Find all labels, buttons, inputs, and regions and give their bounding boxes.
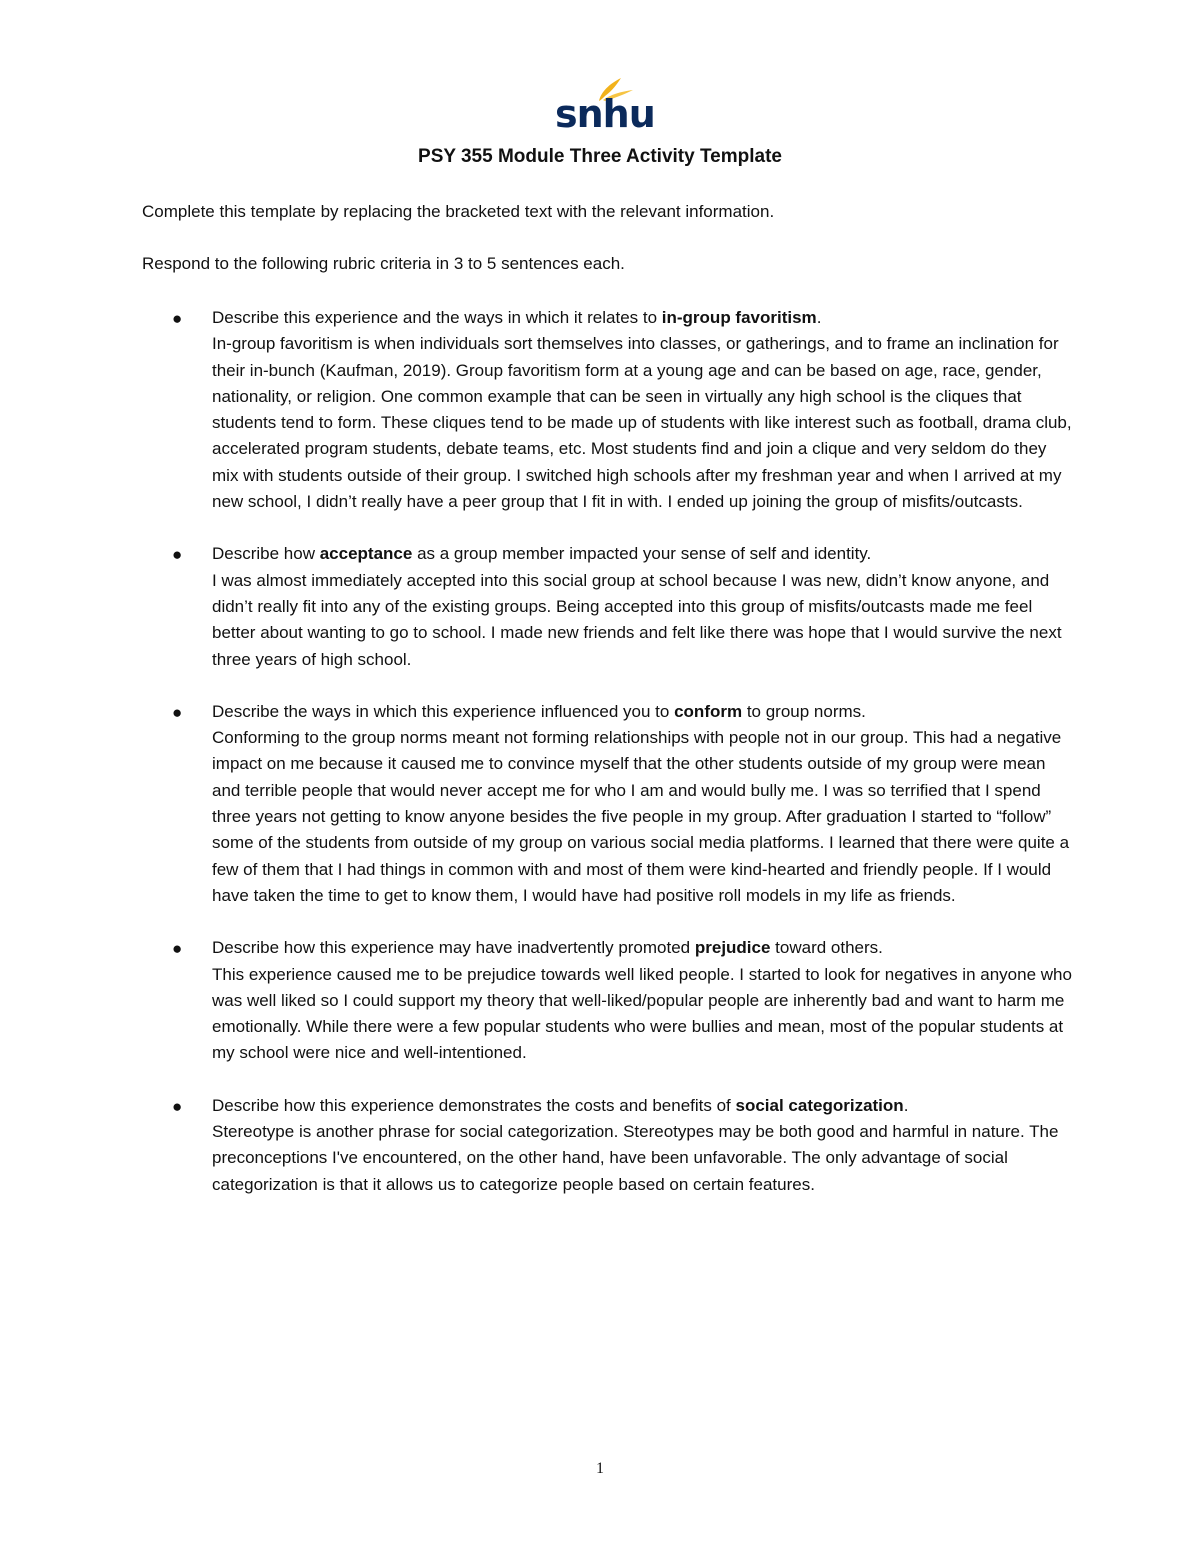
criterion-prompt: Describe how this experience may have inadvertently promoted prejudice toward others. <box>212 938 883 958</box>
page-number: 1 <box>596 1460 604 1477</box>
bullet-icon: ● <box>172 702 183 722</box>
rubric-criteria-list <box>142 305 1072 1224</box>
criterion-answer: This experience caused me to be prejudice towards well liked people. I started to look for negatives in anyone who was well liked so I could support my theory that well-liked/popular people are inherently bad and want to harm me emotionally. While there were a few popular students who were bullies and mean, most of the popular students at my school were nice and well-intentioned. <box>212 964 1072 1063</box>
criterion-prompt: Describe how this experience demonstrates the costs and benefits of social categorization. <box>212 1095 909 1115</box>
criterion-answer: Stereotype is another phrase for social categorization. Stereotypes may be both good and harmful in nature. The preconceptions I've encountered, on the other hand, have been unfavorable. The only advantage of social categorization is that it allows us to categorize people based on certain features. <box>212 1122 1059 1194</box>
snhu-logo <box>555 74 655 136</box>
logo-wordmark: snhu <box>555 92 655 136</box>
instruction-line-2: Respond to the following rubric criteria in 3 to 5 sentences each. <box>142 254 625 273</box>
instruction-line-1: Complete this template by replacing the bracketed text with the relevant information. <box>142 202 775 221</box>
criterion-answer: Conforming to the group norms meant not forming relationships with people not in our group. This had a negative impact on me because it caused me to convince myself that the other students outside of my group were mean and terrible people that would never accept me for who I am and would bully me. I was so terrified that I spend three years not getting to know anyone besides the five people in my group. After graduation I started to “follow” some of the students from outside of my group on various social media platforms. I learned that there were quite a few of them that I had things in common with and most of them were kind-hearted and friendly people. If I would have taken the time to get to know them, I would have had positive roll models in my life as friends. <box>212 728 1070 905</box>
criterion-prompt: Describe how acceptance as a group member impacted your sense of self and identity. <box>212 544 872 564</box>
criterion-prompt: Describe the ways in which this experience influenced you to conform to group norms. <box>212 701 866 721</box>
criterion-prejudice <box>142 935 1072 1066</box>
criterion-answer: In-group favoritism is when individuals sort themselves into classes, or gatherings, and to frame an inclination for their in-bunch (Kaufman, 2019). Group favoritism form at a young age and can be based on age, race, gender, nationality, or religion. One common example that can be seen in virtually any high school is the cliques that students tend to form. These cliques tend to be made up of students with like interest such as football, drama club, accelerated program students, debate teams, etc. Most students find and join a clique and very seldom do they mix with students outside of their group. I switched high schools after my freshman year and when I arrived at my new school, I didn’t really have a peer group that I fit in with. I ended up joining the group of misfits/outcasts. <box>212 334 1072 512</box>
criterion-acceptance <box>142 541 1072 672</box>
bullet-icon: ● <box>172 1096 183 1116</box>
criterion-prompt: Describe this experience and the ways in which it relates to in-group favoritism. <box>212 308 822 327</box>
bullet-icon: ● <box>172 939 183 959</box>
criterion-in-group-favoritism <box>142 305 1072 515</box>
document-title: PSY 355 Module Three Activity Template <box>418 146 782 167</box>
criterion-conform <box>142 699 1072 909</box>
bullet-icon: ● <box>172 309 183 328</box>
criterion-social-categorization <box>142 1093 1072 1198</box>
criterion-answer: I was almost immediately accepted into this social group at school because I was new, didn’t know anyone, and didn’t really fit into any of the existing groups. Being accepted into this group of misfits/outcasts made me feel better about wanting to go to school. I made new friends and felt like there was hope that I would survive the next three years of high school. <box>212 570 1062 669</box>
bullet-icon: ● <box>172 545 183 565</box>
